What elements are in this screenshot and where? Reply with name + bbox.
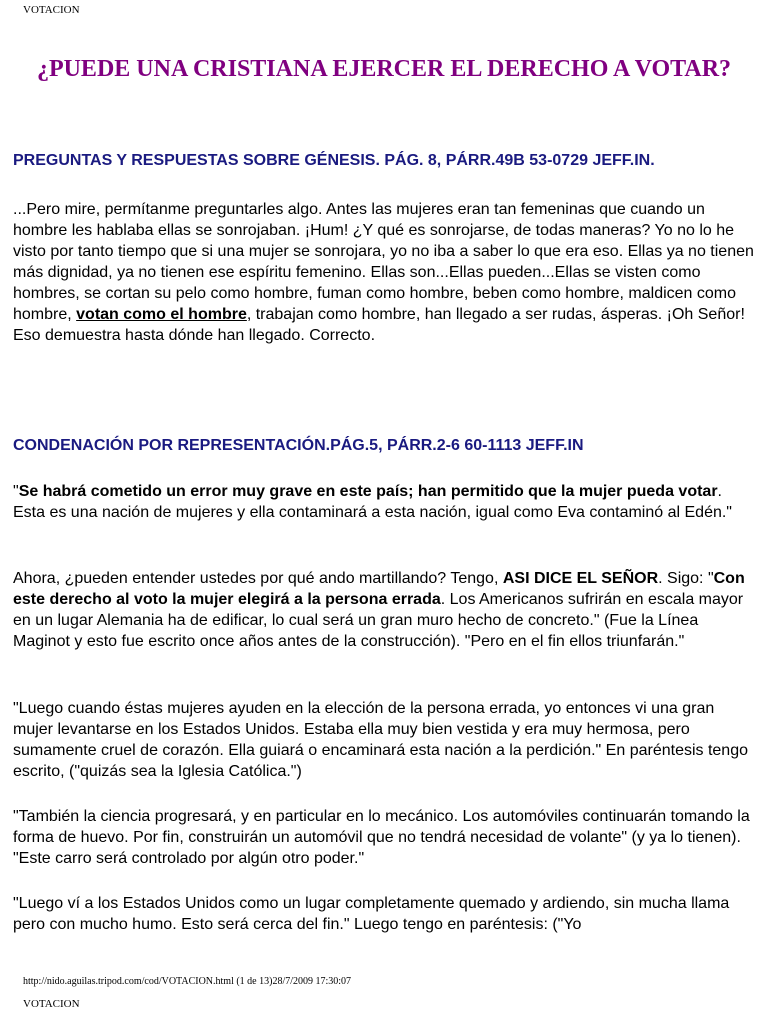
- page-header-label: VOTACION: [23, 4, 80, 16]
- paragraph-text: . Los Americanos sufrirán en escala mayor en un lugar Alemania ha de edificar, lo cual será un gran muro hecho de concreto." (Fue la Línea Maginot y esto fue escrito once años antes de la construcción). "Pero en el fin ellos triunfarán.": [13, 591, 744, 650]
- paragraph-text: , trabajan como hombre, han llegado a ser rudas, ásperas. ¡Oh Señor! Eso demuestra hasta dónde han llegado. Correcto.: [13, 306, 745, 344]
- paragraph-text: Ahora, ¿pueden entender ustedes por qué ando martillando? Tengo,: [13, 570, 503, 587]
- paragraph-asi-dice: [13, 568, 758, 652]
- section-heading-genesis: PREGUNTAS Y RESPUESTAS SOBRE GÉNESIS. PÁG. 8, PÁRR.49B 53-0729 JEFF.IN.: [13, 152, 655, 169]
- emphasized-text: votan como el hombre: [76, 306, 247, 323]
- paragraph-gran-mujer: "Luego cuando éstas mujeres ayuden en la elección de la persona errada, yo entonces vi una gran mujer levantarse en los Estados Unidos. Estaba ella muy bien vestida y era muy hermosa, pero sumamente cruel de corazón. Ella guiará o encaminará esta nación a la perdición." En paréntesis tengo escrito, ("quizás sea la Iglesia Católica."): [13, 700, 748, 780]
- page-title: ¿PUEDE UNA CRISTIANA EJERCER EL DERECHO A VOTAR?: [36, 56, 732, 82]
- paragraph-text: . Esta es una nación de mujeres y ella contaminará a esta nación, igual como Eva contaminó al Edén.": [13, 483, 732, 521]
- paragraph-error-grave: [13, 481, 758, 523]
- emphasized-text: ASI DICE EL SEÑOR: [502, 570, 659, 587]
- paragraph-estados-unidos: "Luego ví a los Estados Unidos como un lugar completamente quemado y ardiendo, sin mucha llama pero con mucho humo. Esto será cerca del fin." Luego tengo en paréntesis: ("Yo: [13, 895, 730, 933]
- paragraph-text: ": [13, 483, 19, 500]
- footer-url: http://nido.aguilas.tripod.com/cod/VOTACION.html (1 de 13)28/7/2009 17:30:07: [23, 976, 352, 987]
- footer-label: VOTACION: [23, 998, 80, 1010]
- emphasized-text: Con este derecho al voto la mujer elegirá a la persona errada: [13, 570, 745, 608]
- paragraph-text: . Sigo: ": [658, 570, 714, 587]
- emphasized-text: Se habrá cometido un error muy grave en este país; han permitido que la mujer pueda votar: [18, 483, 718, 500]
- paragraph-text: ...Pero mire, permítanme preguntarles algo. Antes las mujeres eran tan femeninas que cuando un hombre les hablaba ellas se sonrojaban. ¡Hum! ¿Y qué es sonrojarse, de todas maneras? Yo no lo he visto por tanto tiempo que si una mujer se sonrojara, yo no iba a saber lo que era eso. Ellas ya no tienen más dignidad, ya no tienen ese espíritu femenino. Ellas son...Ellas pueden...Ellas se visten como hombres, se cortan su pelo como hombre, fuman como hombre, beben como hombre, maldicen como hombre,: [13, 201, 754, 323]
- section-heading-condenacion: CONDENACIÓN POR REPRESENTACIÓN.PÁG.5, PÁRR.2-6 60-1113 JEFF.IN: [13, 437, 584, 454]
- paragraph-genesis: [13, 199, 758, 346]
- paragraph-ciencia: "También la ciencia progresará, y en particular en lo mecánico. Los automóviles continuarán tomando la forma de huevo. Por fin, construirán un automóvil que no tendrá necesidad de volante" (y ya lo tienen). "Este carro será controlado por algún otro poder.": [13, 808, 750, 867]
